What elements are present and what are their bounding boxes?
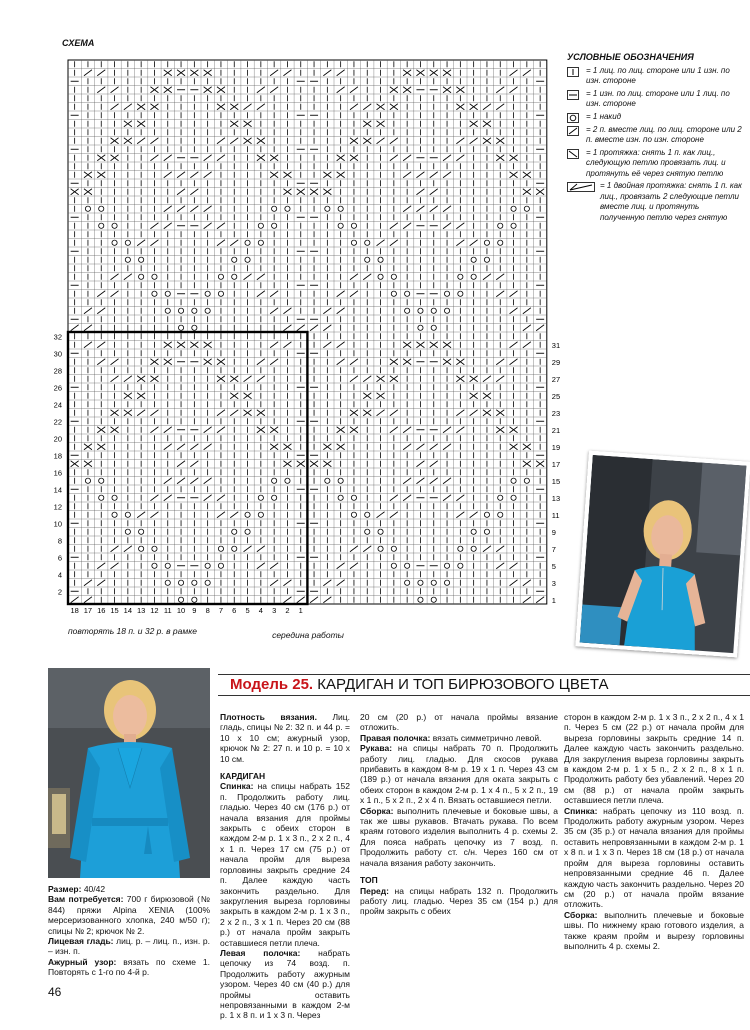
legend-item-k2tog <box>567 125 745 146</box>
right-front-label: Правая полочка: <box>360 732 431 743</box>
sleeves-text: на спицы набрать 70 п. Продолжить работу лиц. гладью. Для скосов рукава прибавить в каждом 8-м р. 19 х 1 п. Через 43 см (189 р.) от начала вязания для оката закрыть с обеих сторон в каждом 2-м р. 1 х 4 п., 5 х 2 п., 19 х 1 п., 5 х 2 п., 2 х 4 п. Вязать оставшиеся петли. <box>360 743 558 806</box>
row-number-right: 5 <box>551 561 556 571</box>
double-decrease-icon <box>567 182 597 192</box>
row-number-left: 20 <box>53 434 62 444</box>
requirements-column <box>48 884 210 978</box>
model-name: КАРДИГАН И ТОП БИРЮЗОВОГО ЦВЕТА <box>317 676 609 693</box>
chart-title: СХЕМА <box>62 38 95 48</box>
ssk-icon <box>567 149 583 159</box>
knitting-chart <box>44 56 564 616</box>
top-heading: ТОП <box>360 875 378 886</box>
legend-item-knit <box>567 66 745 87</box>
column-number: 5 <box>245 606 250 615</box>
back-text: на спицы набрать 152 п. Продолжить работу лиц. гладью. Через 40 см (176 р.) от начала вязания для проймы закрыть с обеих сторон в каждом 2-м р. 1 х 3 п., 2 х 2 п., 4 х 1 п. Через 17 см (75 р.) от начала пройм для выреза горловины закрыть средние 24 п. Далее каждую часть закончить раздельно. Для закругления выреза горловины закрыть в каждом 2-м р. 1 х 3 п., 2 х 2 п., 3 х 1 п. Через 20 см (88 р.) от начала пройм закрыть оставшиеся петли плеча. <box>220 781 350 948</box>
top-model-photo <box>575 451 750 658</box>
row-number-right: 9 <box>551 527 556 537</box>
row-number-left: 6 <box>57 553 62 563</box>
row-number-left: 18 <box>53 451 62 461</box>
row-number-right: 3 <box>551 578 556 588</box>
size-value: 40/42 <box>81 884 106 894</box>
front-label: Перед: <box>360 885 389 896</box>
row-number-left: 26 <box>53 383 62 393</box>
column-number: 11 <box>163 606 172 615</box>
row-number-right: 1 <box>551 595 556 605</box>
row-number-right: 7 <box>551 544 556 554</box>
right-front-text: вязать симметрично левой. <box>430 732 542 743</box>
stockinette-text: лиц. р. – лиц. п., изн. р. – изн. п. <box>48 936 210 957</box>
row-number-left: 2 <box>57 587 62 597</box>
legend-text: = 2 п. вместе лиц. по лиц. стороне или 2 п. вместе изн. по изн. стороне <box>586 124 742 144</box>
legend-item-double-decrease <box>567 181 745 223</box>
back-label: Спинка: <box>220 781 254 792</box>
row-number-right: 31 <box>551 340 561 350</box>
repeat-note: повторять 18 п. и 32 р. в рамке <box>68 626 197 636</box>
row-number-right: 29 <box>551 357 561 367</box>
column-number: 1 <box>298 606 303 615</box>
legend-text: = 1 лиц. по лиц. стороне или 1 изн. по изн. стороне <box>586 65 730 85</box>
left-front-label: Левая полочка: <box>220 947 301 958</box>
legend-item-ssk <box>567 148 745 180</box>
lace-text: вязать по схеме 1. Повторять с 1-го по 4-й р. <box>48 956 211 978</box>
legend-text: = 1 протяжка: снять 1 п. как лиц., следующую петлю провязать лиц. и протянуть её через снятую петлю <box>586 147 726 178</box>
row-number-left: 24 <box>53 400 62 410</box>
size-label: Размер: <box>48 884 82 894</box>
row-number-left: 8 <box>57 536 62 546</box>
row-number-left: 16 <box>53 468 62 478</box>
row-number-right: 17 <box>551 459 561 469</box>
row-number-right: 13 <box>551 493 561 503</box>
materials-text: 700 г бирюзовой (№ 844) пряжи Alpina XENIA (100% мерсеризованного хлопка, 240 м/50 г); спицы № 2; крючок № 2. <box>48 894 210 936</box>
column-number: 10 <box>176 606 186 615</box>
instructions-column-1 <box>220 712 350 1021</box>
row-number-left: 12 <box>53 502 62 512</box>
row-number-left: 28 <box>53 366 62 376</box>
row-number-left: 32 <box>53 332 62 342</box>
instructions-column-3 <box>564 712 744 951</box>
legend-item-purl <box>567 89 745 110</box>
row-number-right: 15 <box>551 476 561 486</box>
gauge-label: Плотность вязания. <box>220 712 317 722</box>
column-number: 14 <box>123 606 133 615</box>
stockinette-label: Лицевая гладь: <box>48 936 114 947</box>
instructions-column-2 <box>360 712 558 917</box>
top-back-text: набрать цепочку из 110 возд. п. Продолжить работу ажурным узором. Через 35 см (35 р.) от начала вязания для проймы оставить непровязанными в каждом 2-м р. 1 х 8 п. и 1 х 3 п. Через 18 см (18 р.) от начала пройм для выреза горловины оставить непровязанными средние 46 п. Далее каждую часть закончить раздельно. Через 20 см (20 р.) от начала пройм вязание отложить. <box>564 805 744 910</box>
column-number: 3 <box>272 606 277 615</box>
row-number-right: 25 <box>551 391 561 401</box>
front-text: на спицы набрать 132 п. Продолжить работу лиц. гладью. Через 35 см (154 р.) для пройм закрыть с обеих <box>360 885 558 917</box>
legend-item-yarn-over <box>567 112 745 123</box>
row-number-left: 14 <box>53 485 62 495</box>
column-number: 6 <box>232 606 237 615</box>
row-number-left: 22 <box>53 417 62 427</box>
gauge-text: Лиц. гладь, спицы № 2: 32 п. и 44 р. = 10 х 10 см; ажурный узор, крючок № 2: 27 п. и 10 р. = 10 х 10 см. <box>220 712 350 764</box>
row-number-right: 19 <box>551 442 561 452</box>
legend-text: = 1 изн. по лиц. стороне или 1 лиц. по изн. стороне <box>586 88 730 108</box>
row-number-left: 4 <box>57 570 62 580</box>
column-number: 13 <box>136 606 146 615</box>
legend-title: УСЛОВНЫЕ ОБОЗНАЧЕНИЯ <box>567 52 694 62</box>
column-number: 12 <box>150 606 159 615</box>
column-number: 7 <box>218 606 224 615</box>
column-number: 8 <box>205 606 210 615</box>
continuation-text: 20 см (20 р.) от начала проймы вязание отложить. <box>360 712 558 733</box>
sleeves-label: Рукава: <box>360 743 393 754</box>
column-number: 15 <box>110 606 119 615</box>
row-number-right: 21 <box>551 425 561 435</box>
top-back-label: Спинка: <box>564 805 598 816</box>
column-number: 16 <box>97 606 106 615</box>
assembly-label: Сборка: <box>360 805 394 816</box>
legend <box>567 52 745 225</box>
column-number: 9 <box>192 606 197 615</box>
continuation-text: сторон в каждом 2-м р. 1 х 3 п., 2 х 2 п., 4 х 1 п. Через 5 см (22 р.) от начала пройм для выреза горловины закрыть средние 14 п. Далее каждую часть закончить раздельно. Для закругления выреза горловины закрыть в каждом 2-м р. 1 х 5 п., 2 х 2 п., 8 х 1 п. Продолжить работу без убавлений. Через 20 см (88 р.) от начала пройм закрыть оставшиеся петли плеча. <box>564 712 744 806</box>
cardigan-model-photo <box>48 668 210 878</box>
model-number: Модель 25. <box>230 676 314 693</box>
row-number-right: 23 <box>551 408 561 418</box>
row-number-left: 10 <box>53 519 62 529</box>
left-front-text: набрать цепочку из 74 возд. п. Продолжить работу ажурным узором. Через 40 см (40 р.) для проймы оставить непровязанными в каждом 2-м р. 1 х 8 п. и 1 х 3 п. Через <box>220 947 350 1021</box>
top-assembly-label: Сборка: <box>564 909 598 920</box>
row-number-right: 27 <box>551 374 561 384</box>
row-number-right: 11 <box>551 510 560 520</box>
lace-label: Ажурный узор: <box>48 956 117 967</box>
purl-stitch-icon <box>567 90 583 100</box>
page-number: 46 <box>48 985 62 999</box>
k2tog-icon <box>567 126 583 136</box>
model-title <box>218 674 750 696</box>
materials-label: Вам потребуется: <box>48 894 124 905</box>
knit-stitch-icon <box>567 67 583 77</box>
column-number: 2 <box>285 606 290 615</box>
row-number-left: 30 <box>53 349 62 359</box>
legend-text: = 1 двойная протяжка: снять 1 п. как лиц., провязать 2 следующие петли вместе лиц. и протянуть полученную петлю через снятую <box>600 181 742 222</box>
center-note: середина работы <box>272 630 344 640</box>
column-number: 17 <box>83 606 93 615</box>
column-number: 18 <box>70 606 79 615</box>
cardigan-heading: КАРДИГАН <box>220 771 266 782</box>
legend-text: = 1 накид <box>586 111 622 121</box>
assembly-text: выполнить плечевые и боковые швы, а так же швы рукавов. Втачать рукава. По всем краям готового изделия выполнить 4 р. схемы 2. Для пояса набрать цепочку из 7 возд. п. Продолжить работу ст. с/н. Через 160 см от начала вязания работу закончить. <box>360 805 558 868</box>
column-number: 4 <box>258 606 263 615</box>
top-assembly-text: выполнить плечевые и боковые швы. По нижнему краю готового изделия, а также краям пройм и вырезу горловины выполнить 4 р. схемы 2. <box>564 909 744 951</box>
yarn-over-icon <box>567 113 583 123</box>
